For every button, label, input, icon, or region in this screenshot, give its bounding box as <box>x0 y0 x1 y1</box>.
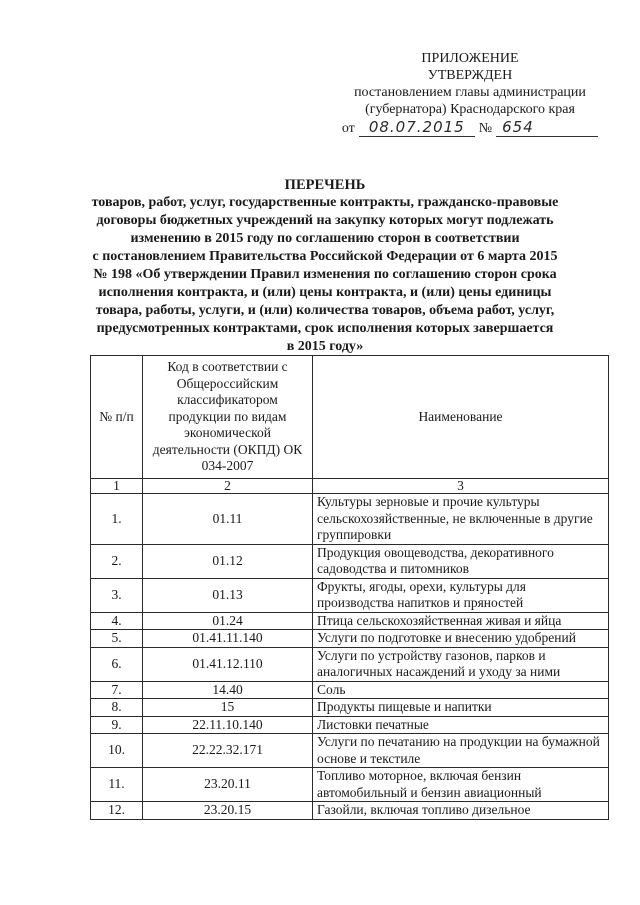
appendix-label: ПРИЛОЖЕНИЕ <box>421 51 519 66</box>
row-number: 3. <box>91 578 143 612</box>
row-number: 4. <box>91 612 143 630</box>
table-row <box>91 802 609 820</box>
table-row <box>91 494 609 545</box>
row-code: 01.41.12.110 <box>143 647 313 681</box>
subtitle-line: договоры бюджетных учреждений на закупку которых могут подлежать <box>96 213 554 228</box>
row-code: 15 <box>143 699 313 717</box>
row-code: 01.13 <box>143 578 313 612</box>
column-number-row <box>91 479 609 494</box>
row-name: Услуги по подготовке и внесению удобрений <box>313 630 609 648</box>
row-number: 6. <box>91 647 143 681</box>
table-row <box>91 716 609 734</box>
approved-label: УТВЕРЖДЕН <box>427 68 513 83</box>
approval-block <box>330 50 610 137</box>
subtitle-line: предусмотренных контрактами, срок исполнения которых завершается <box>96 321 554 336</box>
row-name: Продукты пищевые и напитки <box>313 699 609 717</box>
header-okpd-code: Код в соответствии с Общероссийским классификатором продукции по видам экономической деятельности (ОКПД) ОК 034-2007 <box>143 356 313 479</box>
row-number: 1. <box>91 494 143 545</box>
row-number: 10. <box>91 734 143 768</box>
document-title: ПЕРЕЧЕНЬ <box>284 177 366 193</box>
row-code: 01.24 <box>143 612 313 630</box>
row-name: Соль <box>313 681 609 699</box>
subtitle-line: в 2015 году» <box>286 339 364 354</box>
row-name: Фрукты, ягоды, орехи, культуры для производства напитков и пряностей <box>313 578 609 612</box>
goods-services-table <box>90 355 609 820</box>
row-code: 01.41.11.140 <box>143 630 313 648</box>
date-number-line <box>330 119 610 137</box>
row-number: 2. <box>91 544 143 578</box>
row-name: Услуги по устройству газонов, парков и аналогичных насаждений и уходу за ними <box>313 647 609 681</box>
row-code: 23.20.11 <box>143 768 313 802</box>
subtitle-line: товара, работы, услуги, и (или) количества товаров, объема работ, услуг, <box>95 303 555 318</box>
column-number: 1 <box>91 479 143 494</box>
table-row <box>91 647 609 681</box>
table-row <box>91 734 609 768</box>
row-name: Услуги по печатанию на продукции на бумажной основе и текстиле <box>313 734 609 768</box>
header-name: Наименование <box>313 356 609 479</box>
table-row <box>91 578 609 612</box>
row-code: 23.20.15 <box>143 802 313 820</box>
handwritten-number: 654 <box>496 119 598 137</box>
row-code: 01.12 <box>143 544 313 578</box>
row-code: 01.11 <box>143 494 313 545</box>
subtitle-line: товаров, работ, услуг, государственные контракты, гражданско-правовые <box>91 195 559 210</box>
table-row <box>91 768 609 802</box>
date-prefix: от <box>341 121 355 136</box>
number-prefix: № <box>478 121 493 136</box>
resolution-line: постановлением главы администрации <box>354 85 586 100</box>
subtitle-line: с постановлением Правительства Российской Федерации от 6 марта 2015 <box>92 249 558 264</box>
table-row <box>91 612 609 630</box>
row-name: Продукция овощеводства, декоративного садоводства и питомников <box>313 544 609 578</box>
row-name: Газойли, включая топливо дизельное <box>313 802 609 820</box>
governor-line: (губернатора) Краснодарского края <box>365 102 575 117</box>
row-number: 12. <box>91 802 143 820</box>
row-name: Культуры зерновые и прочие культуры сельскохозяйственные, не включенные в другие группировки <box>313 494 609 545</box>
header-number: № п/п <box>91 356 143 479</box>
row-number: 9. <box>91 716 143 734</box>
row-code: 22.11.10.140 <box>143 716 313 734</box>
table-row <box>91 699 609 717</box>
column-number: 3 <box>313 479 609 494</box>
subtitle-line: исполнения контракта, и (или) цены контракта, и (или) цены единицы <box>98 285 552 300</box>
subtitle-line: изменению в 2015 году по соглашению сторон в соответствии <box>130 231 520 246</box>
row-number: 11. <box>91 768 143 802</box>
column-number: 2 <box>143 479 313 494</box>
row-code: 22.22.32.171 <box>143 734 313 768</box>
table-row <box>91 630 609 648</box>
row-number: 7. <box>91 681 143 699</box>
table-row <box>91 544 609 578</box>
row-name: Птица сельскохозяйственная живая и яйца <box>313 612 609 630</box>
handwritten-date: 08.07.2015 <box>359 119 475 137</box>
document-title-block <box>60 176 590 356</box>
row-code: 14.40 <box>143 681 313 699</box>
subtitle-line: № 198 «Об утверждении Правил изменения по соглашению сторон срока <box>93 267 557 282</box>
row-number: 5. <box>91 630 143 648</box>
row-name: Листовки печатные <box>313 716 609 734</box>
table-header-row <box>91 356 609 479</box>
table-row <box>91 681 609 699</box>
row-number: 8. <box>91 699 143 717</box>
row-name: Топливо моторное, включая бензин автомобильный и бензин авиационный <box>313 768 609 802</box>
